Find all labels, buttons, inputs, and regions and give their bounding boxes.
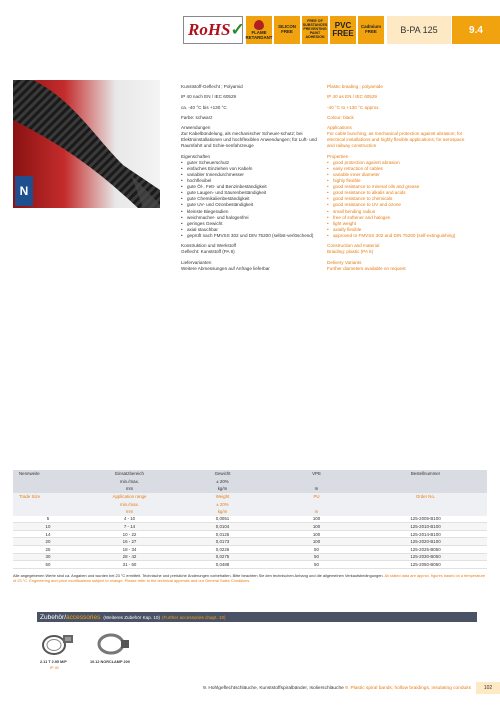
construction-text-en: Braiding: plastic (PA 6) — [327, 249, 374, 255]
table-header-cell: Bestellnummer — [410, 471, 441, 477]
svg-text:N: N — [19, 184, 29, 198]
table-header-unit: mm — [125, 509, 134, 515]
properties-list-de — [181, 160, 319, 239]
table-row — [13, 546, 487, 554]
list-item: • small bending radius — [327, 209, 472, 215]
list-item: • gute UV- und Ozonbeständigkeit — [181, 202, 319, 208]
product-code: B-PA 125 — [387, 16, 451, 44]
accessory-image-clamp — [40, 629, 76, 657]
table-cell: 50 — [45, 561, 51, 567]
table-footnote — [13, 573, 487, 583]
product-table — [13, 470, 487, 569]
table-cell: 125-2014-B100 — [410, 531, 441, 537]
color-en: Colour: black — [327, 114, 354, 120]
applications-text-de: Zur Kabelbündelung, als mechanischer Scheuer-schutz; bei Elektroinstallationen und hochflexiblen Anwendungen; für Luft- und Raumfahrt und Schie-nenfahrzeuge — [181, 131, 317, 149]
applications-head-en: Applications — [327, 125, 352, 131]
construction-text-de: Geflecht: Kunststoff (PA 6) — [181, 249, 235, 255]
list-item: • variable inner diameter — [327, 172, 472, 178]
properties-head-de: Eigenschaften — [181, 153, 211, 159]
list-item: • gute Chemikalienbeständigkeit — [181, 196, 319, 202]
accessories-sub-en: (Further accessories chapt. 10) — [161, 614, 226, 620]
temp-de: ca. -40 °C bis +130 °C — [181, 104, 227, 110]
temp-en: -40 °C to +130 °C approx. — [327, 104, 380, 110]
list-item: • free of softener and halogen — [327, 215, 472, 221]
table-header-cell: Gewicht — [214, 471, 231, 477]
table-header-cell: Application range — [112, 494, 147, 500]
badge-paint-adhesion: FREE OF SUBSTANCES PREVENTING PAINT ADHESION — [302, 16, 328, 44]
table-cell: 0,0275 — [215, 554, 230, 560]
table-header-unit: mm — [125, 486, 134, 492]
table-cell: 7 - 14 — [123, 523, 136, 529]
accessories-title-de: Zubehör — [40, 613, 65, 621]
table-row — [13, 554, 487, 562]
construction-head-en: Construction and material — [327, 243, 380, 249]
title-de: Kunststoff-Geflecht ; Polyamid — [181, 84, 243, 89]
ip-de: IP 40 nach EN / IEC 60529 — [181, 94, 237, 100]
table-cell: 100 — [312, 523, 321, 529]
flame-icon — [254, 20, 264, 30]
table-header-cell: Einsatzbereich — [115, 471, 144, 477]
table-cell: 18 - 34 — [122, 546, 137, 552]
delivery-head-en: Delivery Variants — [327, 259, 362, 265]
footnote-en: All stated data are approx. figures based on a temperature of 23 °C. Engineering and price modifications subject to change. Please refer to the technical appendix and our General Sales Conditions. — [13, 573, 486, 584]
table-cell: 0,0226 — [215, 546, 230, 552]
list-item: • approved to FMVSS 302 and DIN 75200 (self-extinguishing) — [327, 233, 472, 239]
table-cell: 0,0488 — [215, 561, 230, 567]
table-cell: 30 — [45, 554, 51, 560]
table-cell: 125-2005-B100 — [410, 516, 441, 522]
list-item: • gute Laugen- und Säurenbeständigkeit — [181, 190, 319, 196]
table-header-sub: ± 20% — [216, 478, 229, 484]
color-de: Farbe: schwarz — [181, 114, 213, 120]
table-cell: 125-2010-B100 — [410, 523, 441, 529]
table-header-sub: min./max. — [119, 478, 140, 484]
table-cell: 31 - 60 — [122, 561, 137, 567]
section-number: 9.4 — [452, 16, 500, 44]
list-item: • highly flexible — [327, 178, 472, 184]
badge-pvc-free: PVC FREE — [330, 16, 356, 44]
table-cell: 125-2030-B050 — [410, 554, 441, 560]
list-item: • light weight — [327, 221, 472, 227]
table-header-unit: m — [314, 486, 319, 492]
list-item: • good resistance to alkalis and acids — [327, 190, 472, 196]
list-item: • einfaches Einziehen von Kabeln — [181, 166, 319, 172]
list-item: • kleinste Biegeradien — [181, 209, 319, 215]
list-item: • good resistance to UV and ozone — [327, 202, 472, 208]
table-header-cell: PU — [313, 494, 320, 500]
footer-en: 9. Plastic spiral bands, hollow braidings, insulating conduits — [345, 686, 471, 691]
list-item: • weichmacher- und halogenfrei — [181, 215, 319, 221]
applications-head-de: Anwendungen — [181, 125, 211, 131]
description-english — [327, 84, 472, 276]
list-item: • easy retraction of cables — [327, 166, 472, 172]
table-cell: 20 — [45, 539, 51, 545]
table-cell: 50 — [314, 546, 319, 552]
page-number: 102 — [476, 682, 500, 694]
list-item: • axially flexible — [327, 227, 472, 233]
table-header-de — [13, 470, 487, 493]
table-cell: 100 — [312, 516, 321, 522]
table-cell: 16 - 27 — [122, 539, 137, 545]
table-cell: 50 — [314, 554, 319, 560]
table-header-sub: min./max. — [119, 501, 140, 507]
table-cell: 0,0104 — [215, 523, 230, 529]
list-item: • hochflexibel — [181, 178, 319, 184]
list-item: • geprüft nach FMVSS 302 und DIN 75200 (selbst-verlöschend) — [181, 233, 319, 239]
table-cell: 0,0051 — [215, 516, 230, 522]
table-cell: 10 - 22 — [122, 531, 137, 537]
list-item: • guter Scheuerschutz — [181, 160, 319, 166]
table-cell: 125-2020-B100 — [410, 539, 441, 545]
ip-en: IP 40 as EN / IEC 60529 — [327, 94, 377, 100]
accessories-title-en: accessories — [66, 613, 101, 621]
table-body — [13, 516, 487, 569]
table-cell: 28 - 42 — [122, 554, 137, 560]
table-row — [13, 561, 487, 569]
delivery-text-de: Weitere Abmessungen auf Anfrage lieferbar — [181, 265, 270, 271]
page-footer — [100, 686, 471, 691]
applications-text-en: For cable bunching, as mechanical protection against abrasion; for electrical installations and highly flexible applications; for aerospace and railway construction — [327, 131, 465, 149]
description-german — [181, 84, 319, 276]
badge-silicon-free: SILICON FREE — [274, 16, 300, 44]
accessory-label-2: 10.12 NORCLAMP 200 — [90, 660, 130, 664]
table-header-sub: ± 20% — [216, 501, 229, 507]
list-item: • variabler Innendurchmesser — [181, 172, 319, 178]
table-header-cell: Weight — [215, 494, 230, 500]
table-row — [13, 538, 487, 546]
delivery-head-de: Liefervarianten — [181, 259, 212, 265]
list-item: • good resistance to chemicals — [327, 196, 472, 202]
table-cell: 0,0125 — [215, 531, 230, 537]
table-row — [13, 531, 487, 539]
accessory-label-1: 2.11 T 2.95 M/P — [40, 660, 67, 664]
product-photo — [13, 80, 160, 208]
table-header-unit: kg/m — [217, 486, 228, 492]
table-cell: 0,0173 — [215, 539, 230, 545]
construction-head-de: Konstruktion und Werkstoff — [181, 243, 236, 249]
list-item: • good resistance to mineral oils and grease — [327, 184, 472, 190]
badge-flame-retardant: FLAME RETARDANT — [246, 16, 272, 44]
table-row — [13, 523, 487, 531]
table-header-unit: kg/m — [217, 509, 228, 515]
list-item: • gute Öl-, Fett- und Benzinbeständigkeit — [181, 184, 319, 190]
accessory-sublabel-1: IP 40 — [50, 666, 59, 670]
accessories-bar: Zubehör / accessories (Weiteres Zubehör Kap. 10) (Further accessories chapt. 10) — [37, 612, 477, 622]
properties-list-en — [327, 160, 472, 239]
table-row — [13, 516, 487, 524]
table-cell: 10 — [45, 523, 51, 529]
list-item: • geringes Gewicht — [181, 221, 319, 227]
table-cell: 4 - 10 — [123, 516, 136, 522]
check-icon: ✓ — [230, 20, 245, 39]
table-cell: 25 — [45, 546, 51, 552]
table-cell: 100 — [312, 531, 321, 537]
footnote-de: Alle angegebenen Werte sind ca. Angaben und wurden bei 23 °C ermittelt. Technische und preisliche Änderungen vorbehalten. Bitte beachten Sie den technischen Anhang und die allgemeinen Verkaufsbedingungen. — [13, 573, 384, 578]
properties-head-en: Properties — [327, 153, 348, 159]
table-header-cell: VPE — [312, 471, 321, 477]
table-cell: 50 — [314, 561, 319, 567]
delivery-text-en: Further diameters available on request — [327, 265, 406, 271]
list-item: • axial stauchbar — [181, 227, 319, 233]
table-cell: 125-2050-B050 — [410, 561, 441, 567]
table-cell: 125-2025-B050 — [410, 546, 441, 552]
title-en: Plastic braiding ; polyamide — [327, 84, 383, 89]
table-header-en — [13, 493, 487, 516]
braided-sleeve-image — [13, 80, 160, 208]
accessories-sub-de: (Weiteres Zubehör Kap. 10) — [103, 614, 160, 620]
table-header-cell: Order No. — [415, 494, 436, 500]
table-cell: 5 — [46, 516, 50, 522]
table-cell: 100 — [312, 539, 321, 545]
table-cell: 14 — [45, 531, 51, 537]
list-item: • good protection against abrasion — [327, 160, 472, 166]
table-header-cell: Nennweite — [19, 471, 40, 477]
accessory-image-norclamp — [95, 629, 131, 657]
rohs-logo: RoHS✓ — [183, 16, 243, 44]
badge-cadmium-free: Cadmium FREE — [358, 16, 384, 44]
table-header-cell: Trade Size — [19, 494, 41, 500]
table-header-unit: m — [314, 509, 319, 515]
footer-de: 9. Hohlgeflechtschläuche, Kunststoffspiralbänder, Isolierschläuche — [203, 686, 344, 691]
